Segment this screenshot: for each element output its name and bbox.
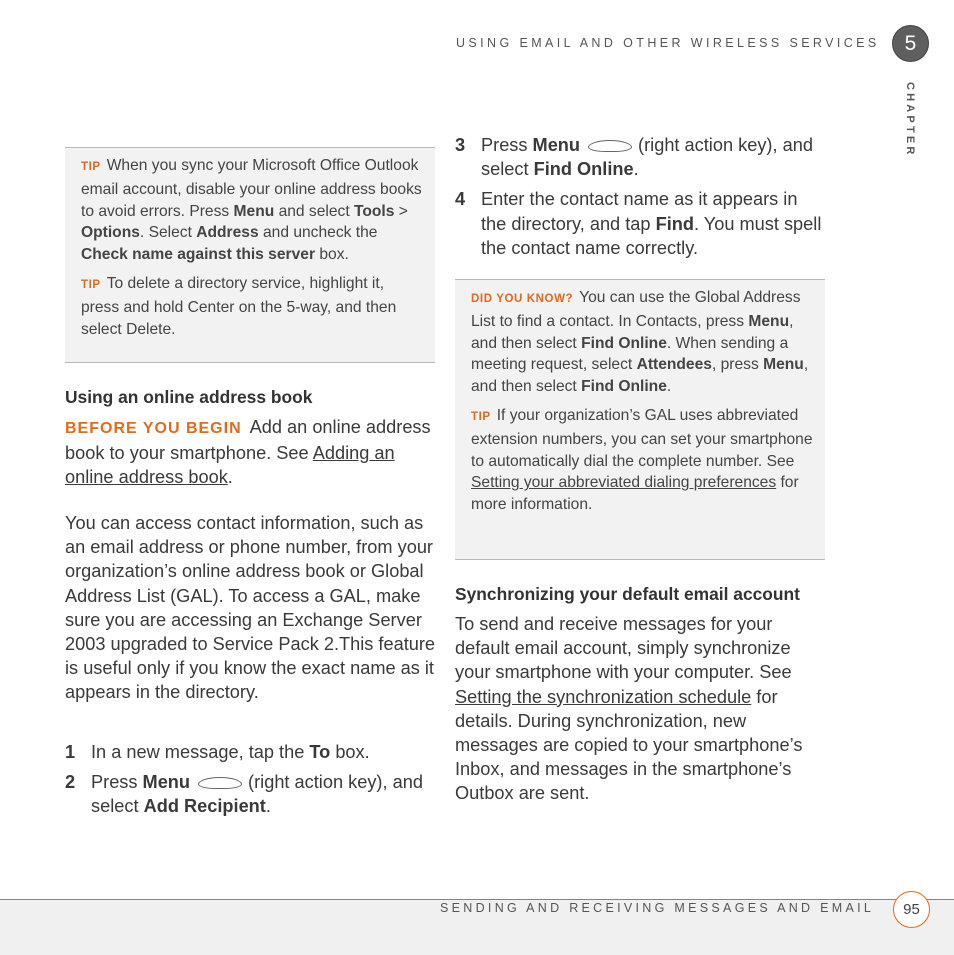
page-number-badge: 95 xyxy=(893,891,930,928)
link-synchronization-schedule[interactable]: Setting the synchronization schedule xyxy=(455,686,752,707)
chapter-number-badge: 5 xyxy=(892,25,929,62)
body-paragraph-sync: To send and receive messages for your default email account, simply synchronize your smartphone with your computer. See Setting the synchronization schedule for details. During synchronization, new messages are copied to your smartphone’s Inbox, and messages in the smartphone’s Outbox are sent. xyxy=(455,614,803,804)
did-you-know: DID YOU KNOW? You can use the Global Address List to find a contact. In Contacts, press Menu, and then select Find Online. When sending a meeting request, select Attendees, press Menu, and then select Find Online. xyxy=(471,289,809,396)
step-3: 3 Press Menu (right action key), and select Find Online. xyxy=(455,135,813,180)
right-action-key-icon xyxy=(588,140,632,152)
body-paragraph-gal: You can access contact information, such as an email address or phone number, from your organization’s online address book or Global Address List (GAL). To access a GAL, make sure you are accessing an Exchange Server 2003 upgraded to Service Pack 2.This feature is useful only if you know the exact name as it appears in the directory. xyxy=(65,513,436,703)
right-action-key-icon xyxy=(198,777,242,789)
steps-left xyxy=(65,740,435,819)
tip-gal-extensions: TIP If your organization’s GAL uses abbreviated extension numbers, you can set your smartphone to automatically dial the complete number. See Setting your abbreviated dialing preferences for more information. xyxy=(471,406,813,514)
tip-box-left xyxy=(65,147,435,363)
tip-label: TIP xyxy=(81,278,101,291)
tip-label: TIP xyxy=(81,161,101,173)
step-4: 4 Enter the contact name as it appears in the directory, and tap Find. You must spell the contact name correctly. xyxy=(455,189,822,258)
chapter-label: CHAPTER xyxy=(904,82,916,158)
steps-right xyxy=(455,133,825,260)
running-head: USING EMAIL AND OTHER WIRELESS SERVICES xyxy=(456,36,880,50)
step-1: 1 In a new message, tap the To box. xyxy=(65,742,370,762)
section-heading-sync-default-account: Synchronizing your default email account xyxy=(455,584,800,604)
step-2: 2 Press Menu (right action key), and select Add Recipient. xyxy=(65,772,423,817)
tip-2: TIP To delete a directory service, highlight it, press and hold Center on the 5-way, and then select Delete. xyxy=(81,274,397,338)
tip-1: TIP When you sync your Microsoft Office Outlook email account, disable your online address books to avoid errors. Press Menu and select Tools > Options. Select Address and uncheck the Check name against this server box. xyxy=(81,157,422,264)
link-abbreviated-dialing-preferences[interactable]: Setting your abbreviated dialing preferences xyxy=(471,474,777,492)
did-you-know-box xyxy=(455,279,825,560)
link-adding-online-address-book[interactable]: Adding an online address book xyxy=(65,443,395,488)
before-you-begin-label: BEFORE YOU BEGIN xyxy=(65,420,242,437)
footer-running-text: SENDING AND RECEIVING MESSAGES AND EMAIL xyxy=(440,901,875,915)
did-you-know-label: DID YOU KNOW? xyxy=(471,293,574,305)
tip-label: TIP xyxy=(471,410,491,423)
section-heading-online-address-book: Using an online address book xyxy=(65,387,313,407)
before-you-begin: BEFORE YOU BEGIN Add an online address book to your smartphone. See Adding an online address book. xyxy=(65,417,431,488)
